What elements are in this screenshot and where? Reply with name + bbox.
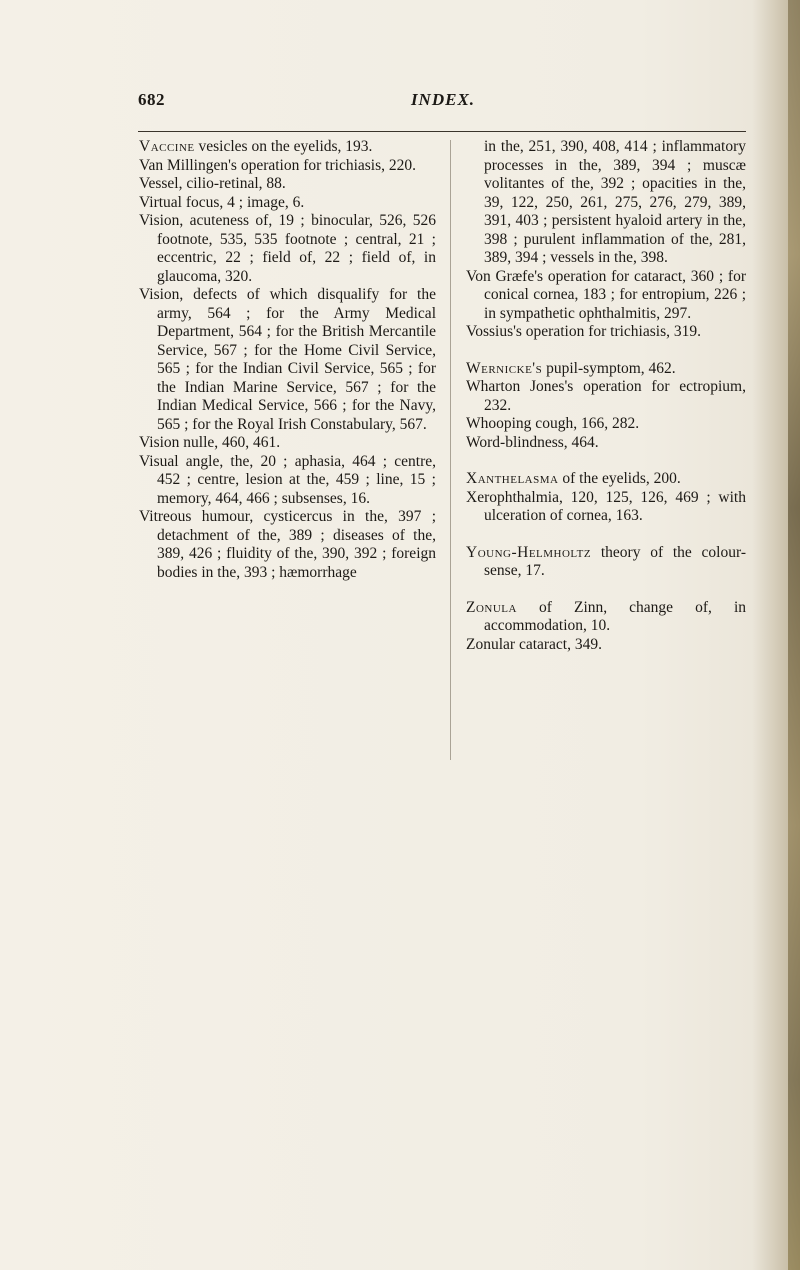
entry-lead: Wernicke's <box>466 359 543 377</box>
entry-lead: Xanthelasma <box>466 470 559 487</box>
index-entry <box>466 544 746 581</box>
entry-text: pupil-symptom, 462. <box>542 359 676 377</box>
index-entry <box>139 194 436 213</box>
entry-text: Zonular cataract, 349. <box>466 635 602 653</box>
index-entry <box>466 378 746 415</box>
entry-text: Vision nulle, 460, 461. <box>139 434 281 451</box>
index-entry <box>466 415 746 434</box>
entry-text: Xerophthalmia, 120, 125, 126, 469 ; with ulceration of cornea, 163. <box>466 488 746 524</box>
page-number: 682 <box>138 90 165 109</box>
index-entry <box>139 434 436 453</box>
index-entry <box>466 434 746 453</box>
entry-text: Vossius's operation for trichiasis, 319. <box>466 323 701 340</box>
index-entry <box>139 138 436 157</box>
index-column-left <box>139 138 436 582</box>
entry-lead: Zonula <box>466 598 517 616</box>
index-entry <box>466 599 746 636</box>
entry-text: of the eyelids, 200. <box>558 470 681 487</box>
entry-text: vesicles on the eyelids, 193. <box>194 138 373 155</box>
entry-text: Visual angle, the, 20 ; aphasia, 464 ; centre, 452 ; centre, lesion at the, 459 ; line, 15 ; memory, 464, 466 ; subsenses, 16. <box>139 452 436 507</box>
page-edge-shadow <box>788 0 800 1270</box>
index-entry <box>466 360 746 379</box>
entry-lead: Young-Helmholtz <box>466 543 592 561</box>
index-entry <box>466 268 746 324</box>
running-title: INDEX. <box>410 90 476 109</box>
column-divider <box>450 140 451 760</box>
entry-text: Vision, defects of which disqualify for the army, 564 ; for the Army Medical Department, 564 ; for the British Mercantile Service, 567 ; for the Home Civil Service, 565 ; for the Indian Civil Service, 565 ; for the Indian Marine Service, 567 ; for the Indian Medical Service, 566 ; for the Navy, 565 ; for the Royal Irish Constabulary, 567. <box>139 286 436 433</box>
entry-text: Vessel, cilio-retinal, 88. <box>139 175 286 192</box>
running-head <box>138 90 748 116</box>
index-entry <box>466 470 746 489</box>
entry-text: Wharton Jones's operation for ectropium, 232. <box>466 378 746 414</box>
index-entry-continued <box>466 138 746 268</box>
entry-text: Virtual focus, 4 ; image, 6. <box>139 193 305 211</box>
entry-lead: Vaccine <box>139 138 195 155</box>
entry-text: Vitreous humour, cysticercus in the, 397 ; detachment of the, 389 ; diseases of the, 389, 426 ; fluidity of the, 390, 392 ; foreign bodies in the, 393 ; hæmorrhage <box>139 508 436 581</box>
index-entry <box>139 175 436 194</box>
entry-text: Von Græfe's operation for cataract, 360 ; for conical cornea, 183 ; for entropium, 226 ; in sympathetic ophthalmitis, 297. <box>466 267 746 322</box>
index-column-right <box>466 138 746 654</box>
entry-text: in the, 251, 390, 408, 414 ; inflammatory processes in the, 389, 394 ; muscæ volitantes of the, 392 ; opacities in the, 39, 122, 250, 261, 275, 276, 279, 389, 391, 403 ; persistent hyaloid artery in the, 398 ; purulent inflammation of the, 281, 389, 394 ; vessels in the, 398. <box>484 138 746 266</box>
entry-text: Whooping cough, 166, 282. <box>466 415 640 432</box>
entry-text: of Zinn, change of, in accommodation, 10. <box>484 598 746 634</box>
index-entry <box>466 323 746 342</box>
entry-text: Van Millingen's operation for trichiasis, 220. <box>139 156 417 174</box>
index-entry <box>466 636 746 655</box>
index-entry <box>139 212 436 286</box>
index-entry <box>139 157 436 176</box>
header-rule <box>138 131 746 132</box>
index-entry <box>139 453 436 509</box>
index-entry <box>466 489 746 526</box>
index-entry <box>139 286 436 434</box>
entry-text: Word-blindness, 464. <box>466 433 599 451</box>
index-entry <box>139 508 436 582</box>
entry-text: Vision, acuteness of, 19 ; binocular, 526, 526 footnote, 535, 535 footnote ; central, 21 ; eccentric, 22 ; field of, 22 ; field of, in glaucoma, 320. <box>139 212 436 285</box>
entry-text: theory of the colour-sense, 17. <box>484 543 746 579</box>
